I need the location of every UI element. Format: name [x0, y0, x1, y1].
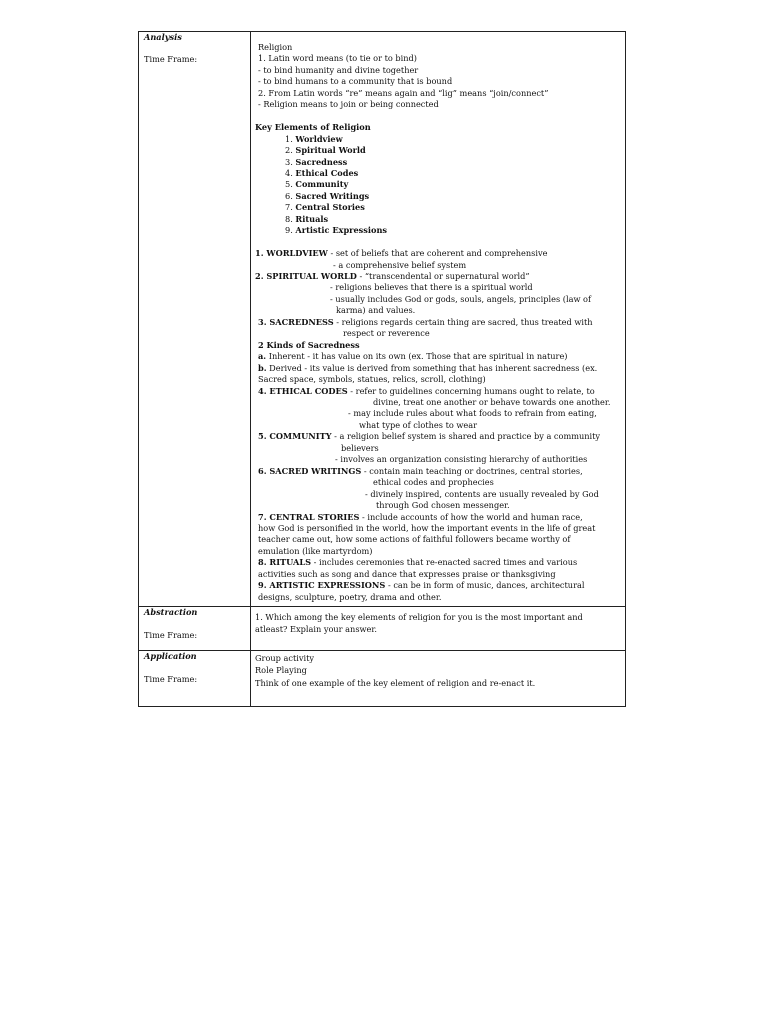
rituals-definition: 8. RITUALS - includes ceremonies that re-enacted sacred times and various — [258, 557, 578, 568]
sacred-writings-line: ethical codes and prophecies — [373, 477, 494, 488]
sacred-writings-line: through God chosen messenger. — [376, 500, 510, 511]
section-label-analysis: Analysis — [144, 32, 182, 42]
central-stories-line: how God is personified in the world, how the important events in the life of great — [258, 523, 596, 533]
artistic-expressions-definition: 9. ARTISTIC EXPRESSIONS - can be in form of music, dances, architectural — [258, 580, 585, 591]
central-stories-line: teacher came out, how some actions of faithful followers became worthy of — [258, 534, 571, 545]
time-frame-label: Time Frame: — [144, 673, 198, 684]
abstraction-content-cell — [251, 607, 626, 651]
section-label-application: Application — [144, 651, 197, 662]
central-stories-line: emulation (like martyrdom) — [258, 545, 373, 556]
religion-title: Religion — [258, 42, 293, 52]
spiritual-world-line: karma) and values. — [336, 305, 416, 316]
key-element-item: 1. Worldview — [285, 133, 343, 144]
ethical-codes-line: divine, treat one another or behave towards one another. — [373, 397, 611, 408]
sacredness-kind-a: a. Inherent - it has value on its own (ex. Those that are spiritual in nature) — [258, 351, 568, 362]
key-element-item: 6. Sacred Writings — [285, 190, 370, 201]
kinds-of-sacredness-title: 2 Kinds of Sacredness — [258, 339, 360, 350]
worldview-line: - a comprehensive belief system — [333, 259, 467, 270]
sacred-writings-line: - divinely inspired, contents are usually revealed by God — [365, 488, 599, 499]
abstraction-label-cell — [139, 607, 251, 651]
time-frame-label: Time Frame: — [144, 629, 198, 640]
religion-line: - to bind humanity and divine together — [258, 64, 419, 75]
analysis-label-cell — [139, 32, 251, 607]
religion-line: - Religion means to join or being connected — [258, 99, 439, 110]
lesson-plan-table — [138, 31, 626, 707]
abstraction-question-line: atleast? Explain your answer. — [255, 623, 377, 634]
application-instruction: Think of one example of the key element of religion and re-enact it. — [255, 678, 536, 689]
key-element-item: 5. Community — [285, 179, 349, 190]
section-label-abstraction: Abstraction — [144, 607, 198, 618]
key-elements-title: Key Elements of Religion — [255, 122, 371, 133]
abstraction-row — [139, 607, 626, 651]
sacredness-kind-b-line: Sacred space, symbols, statues, relics, scroll, clothing) — [258, 374, 486, 385]
worldview-definition: 1. WORLDVIEW - set of beliefs that are coherent and comprehensive — [255, 248, 548, 259]
spiritual-world-line: - religions believes that there is a spiritual world — [330, 282, 533, 293]
religion-line: 2. From Latin words “re” means again and “lig” means “join/connect” — [258, 87, 549, 98]
sacred-writings-definition: 6. SACRED WRITINGS - contain main teaching or doctrines, central stories, — [258, 465, 583, 476]
religion-line: 1. Latin word means (to tie or to bind) — [258, 53, 417, 64]
key-element-item: 8. Rituals — [285, 213, 329, 224]
sacredness-kind-b: b. Derived - its value is derived from something that has inherent sacredness (ex. — [258, 362, 598, 373]
sacredness-definition: 3. SACREDNESS - religions regards certain thing are sacred, thus treated with — [258, 316, 593, 327]
key-element-item: 3. Sacredness — [285, 156, 348, 167]
ethical-codes-line: - may include rules about what foods to refrain from eating, — [348, 408, 597, 419]
ethical-codes-line: what type of clothes to wear — [359, 419, 478, 430]
application-label-cell — [139, 651, 251, 707]
spiritual-world-line: - usually includes God or gods, souls, angels, principles (law of — [330, 293, 592, 304]
rituals-line: activities such as song and dance that expresses praise or thanksgiving — [258, 568, 556, 579]
application-row — [139, 651, 626, 707]
spiritual-world-definition: 2. SPIRITUAL WORLD - “transcendental or supernatural world” — [255, 271, 530, 282]
analysis-row — [139, 32, 626, 607]
ethical-codes-definition: 4. ETHICAL CODES - refer to guidelines concerning humans ought to relate, to — [258, 385, 595, 396]
central-stories-definition: 7. CENTRAL STORIES - include accounts of how the world and human race, — [258, 511, 583, 522]
key-element-item: 2. Spiritual World — [285, 145, 366, 156]
community-line: - involves an organization consisting hierarchy of authorities — [335, 454, 588, 465]
key-element-item: 4. Ethical Codes — [285, 167, 359, 178]
community-definition: 5. COMMUNITY - a religion belief system is shared and practice by a community — [258, 431, 601, 442]
community-line: believers — [341, 442, 379, 453]
time-frame-label: Time Frame: — [144, 54, 198, 65]
religion-line: - to bind humans to a community that is bound — [258, 76, 453, 87]
abstraction-question: 1. Which among the key elements of religion for you is the most important and — [255, 612, 583, 623]
application-activity-type: Role Playing — [255, 664, 307, 675]
artistic-expressions-line: designs, sculpture, poetry, drama and other. — [258, 591, 442, 602]
application-activity: Group activity — [255, 653, 315, 664]
sacredness-line: respect or reverence — [343, 328, 430, 339]
application-content-cell — [251, 651, 626, 707]
key-element-item: 9. Artistic Expressions — [285, 225, 388, 236]
analysis-content-cell — [251, 32, 626, 607]
key-element-item: 7. Central Stories — [285, 202, 365, 213]
